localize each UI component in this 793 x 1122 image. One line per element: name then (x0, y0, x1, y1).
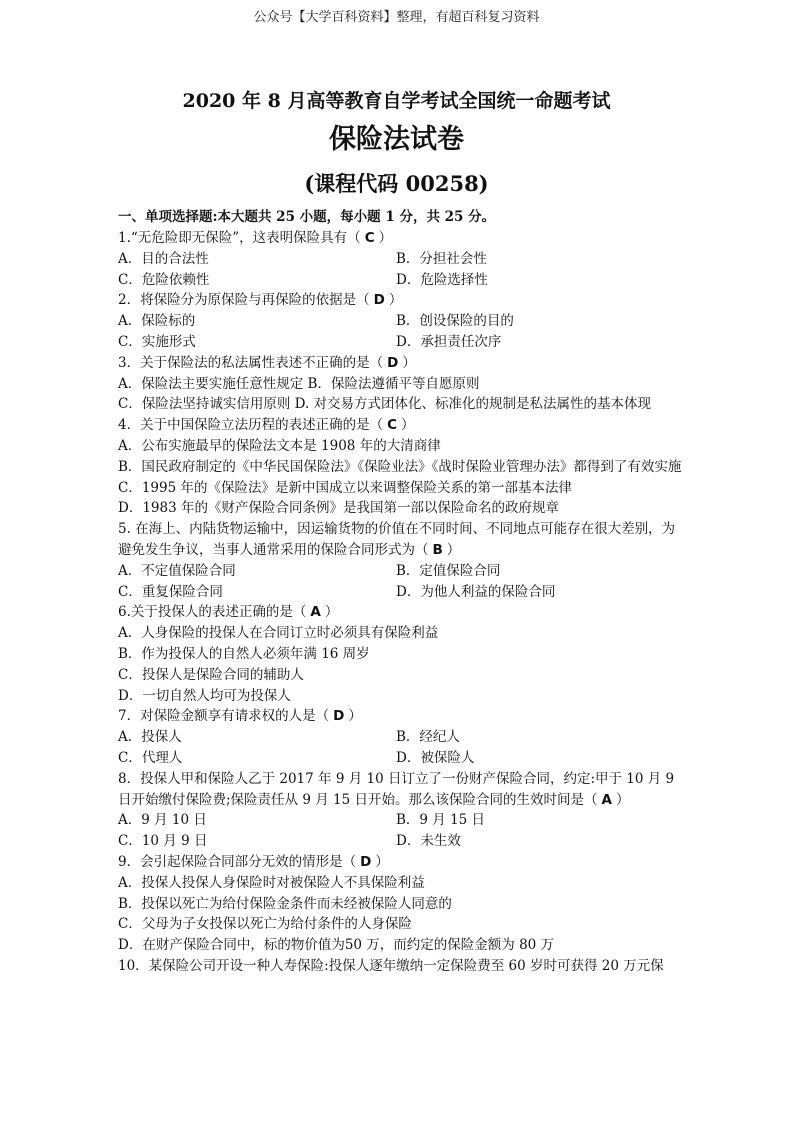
answer-mark: B (432, 541, 443, 558)
options-row (118, 311, 683, 332)
stem-text: 4．关于中国保险立法历程的表述正确的是（ (118, 417, 384, 434)
stem-text: 3．关于保险法的私法属性表述不正确的是（ (118, 354, 384, 371)
question-stem (118, 602, 683, 623)
option: C．代理人 (118, 749, 183, 766)
question-stem (118, 706, 683, 727)
stem-text: 1.“无危险即无保险”，这表明保险具有（ (118, 230, 361, 246)
answer-mark: C (387, 417, 398, 434)
stem-text: 7．对保险金额享有请求权的人是（ (118, 708, 330, 725)
option: B．定值保险合同 (396, 562, 501, 579)
option: C．父母为子女投保以死亡为给付条件的人身保险 (118, 916, 412, 933)
stem-text: 6.关于投保人的表述正确的是（ (118, 604, 307, 621)
answer-mark: A (310, 604, 321, 621)
answer-mark: D (373, 292, 385, 309)
options-row (118, 561, 683, 582)
stem-close: ） (615, 791, 630, 808)
answer-mark: C (364, 230, 375, 246)
option: A．保险标的 (118, 313, 196, 330)
option: D．1983 年的《财产保险合同条例》是我国第一部以保险命名的政府规章 (118, 500, 559, 517)
stem-text: 8．投保人甲和保险人乙于 2017 年 9 月 10 日订立了一份财产保险合同，约定:甲于 10 月 9 日开始缴付保险费;保险责任从 9 月 15 日开始。那么该保险合同的生效时间是（ (118, 770, 675, 808)
watermark-text: 公众号【大学百科资料】整理，有超百科复习资料 (253, 10, 540, 25)
stem-close: ） (402, 354, 416, 371)
option: C．投保人是保险合同的辅助人 (118, 666, 304, 683)
option: D．在财产保险合同中，标的物价值为50 万，而约定的保险金额为 80 万 (118, 937, 555, 954)
paper-title: 保险法试卷 (329, 124, 464, 155)
section-heading: 一、单项选择题:本大题共 25 小题，每小题 1 分，共 25 分。 (118, 209, 496, 225)
question-stem (118, 956, 683, 977)
options-row (118, 332, 683, 353)
stem-text: 10．某保险公司开设一种人寿保险:投保人逐年缴纳一定保险费至 60 岁时可获得 20 万元保 (118, 957, 664, 974)
option: A．公布实施最早的保险法文本是 1908 年的大清商律 (118, 437, 441, 454)
options-row (118, 727, 683, 748)
question-stem (118, 415, 683, 436)
question-stem (118, 290, 683, 311)
option: A．目的合法性 (118, 250, 209, 267)
exam-title: 2020 年 8 月高等教育自学考试全国统一命题考试 (182, 90, 611, 112)
option: C．实施形式 (118, 333, 196, 350)
options-row (118, 270, 683, 291)
question-stem (118, 769, 683, 811)
stem-close: ） (446, 541, 461, 558)
course-code: (课程代码 00258) (304, 171, 489, 196)
answer-mark: D (360, 853, 372, 870)
stem-text: 5. 在海上、内陆货物运输中，因运输货物的价值在不同时间、不同地点可能存在很大差别，为避免发生争议，当事人通常采用的保险合同形式为（ (118, 521, 676, 558)
option: A．不定值保险合同 (118, 562, 236, 579)
option: C．10 月 9 日 (118, 833, 208, 850)
options-row (118, 582, 683, 603)
option: B．投保以死亡为给付保险金条件而未经被保险人同意的 (118, 895, 452, 912)
answer-mark: A (601, 791, 612, 808)
answer-mark: D (387, 354, 399, 371)
stem-close: ） (348, 708, 362, 725)
option: A．9 月 10 日 (118, 812, 207, 829)
question-stem (118, 852, 683, 873)
options-row (118, 748, 683, 769)
option: D．未生效 (396, 833, 461, 850)
stem-close: ） (401, 417, 415, 434)
option: A．保险法主要实施任意性规定 B．保险法遵循平等自愿原则 (118, 375, 480, 392)
option: C．保险法坚持诚实信用原则 D. 对交易方式团体化、标准化的规制是私法属性的基本体现 (118, 396, 652, 413)
option: B．经纪人 (396, 729, 460, 746)
stem-text: 2．将保险分为原保险与再保险的依据是（ (118, 292, 370, 309)
stem-close: ） (378, 230, 393, 246)
option: B．国民政府制定的《中华民国保险法》《保险业法》《战时保险业管理办法》都得到了有效实施 (118, 458, 682, 475)
options-row (118, 249, 683, 270)
question-stem (118, 519, 683, 561)
option: D．一切自然人均可为投保人 (118, 687, 291, 704)
option: B．9 月 15 日 (396, 812, 486, 829)
option: C．1995 年的《保险法》是新中国成立以来调整保险关系的第一部基本法律 (118, 479, 572, 496)
option: D．危险选择性 (396, 271, 488, 288)
option: A．人身保险的投保人在合同订立时必须具有保险利益 (118, 625, 439, 642)
stem-close: ） (324, 604, 339, 621)
stem-text: 9．会引起保险合同部分无效的情形是（ (118, 853, 357, 870)
options-row (118, 810, 683, 831)
option: D．为他人利益的保险合同 (396, 583, 556, 600)
answer-mark: D (333, 708, 345, 725)
option: B．分担社会性 (396, 250, 487, 267)
stem-close: ） (375, 853, 389, 870)
question-stem (118, 228, 683, 249)
option: B．作为投保人的自然人必须年满 16 周岁 (118, 645, 370, 662)
option: C．重复保险合同 (118, 583, 223, 600)
option: B．创设保险的目的 (396, 313, 514, 330)
option: A．投保人 (118, 729, 182, 746)
option: D．被保险人 (396, 749, 475, 766)
option: A．投保人投保人身保险时对被保险人不具保险利益 (118, 874, 425, 891)
stem-close: ） (388, 292, 403, 309)
question-stem (118, 353, 683, 374)
question-list (118, 207, 683, 977)
option: C．危险依赖性 (118, 271, 210, 288)
options-row (118, 831, 683, 852)
option: D．承担责任次序 (396, 333, 502, 350)
